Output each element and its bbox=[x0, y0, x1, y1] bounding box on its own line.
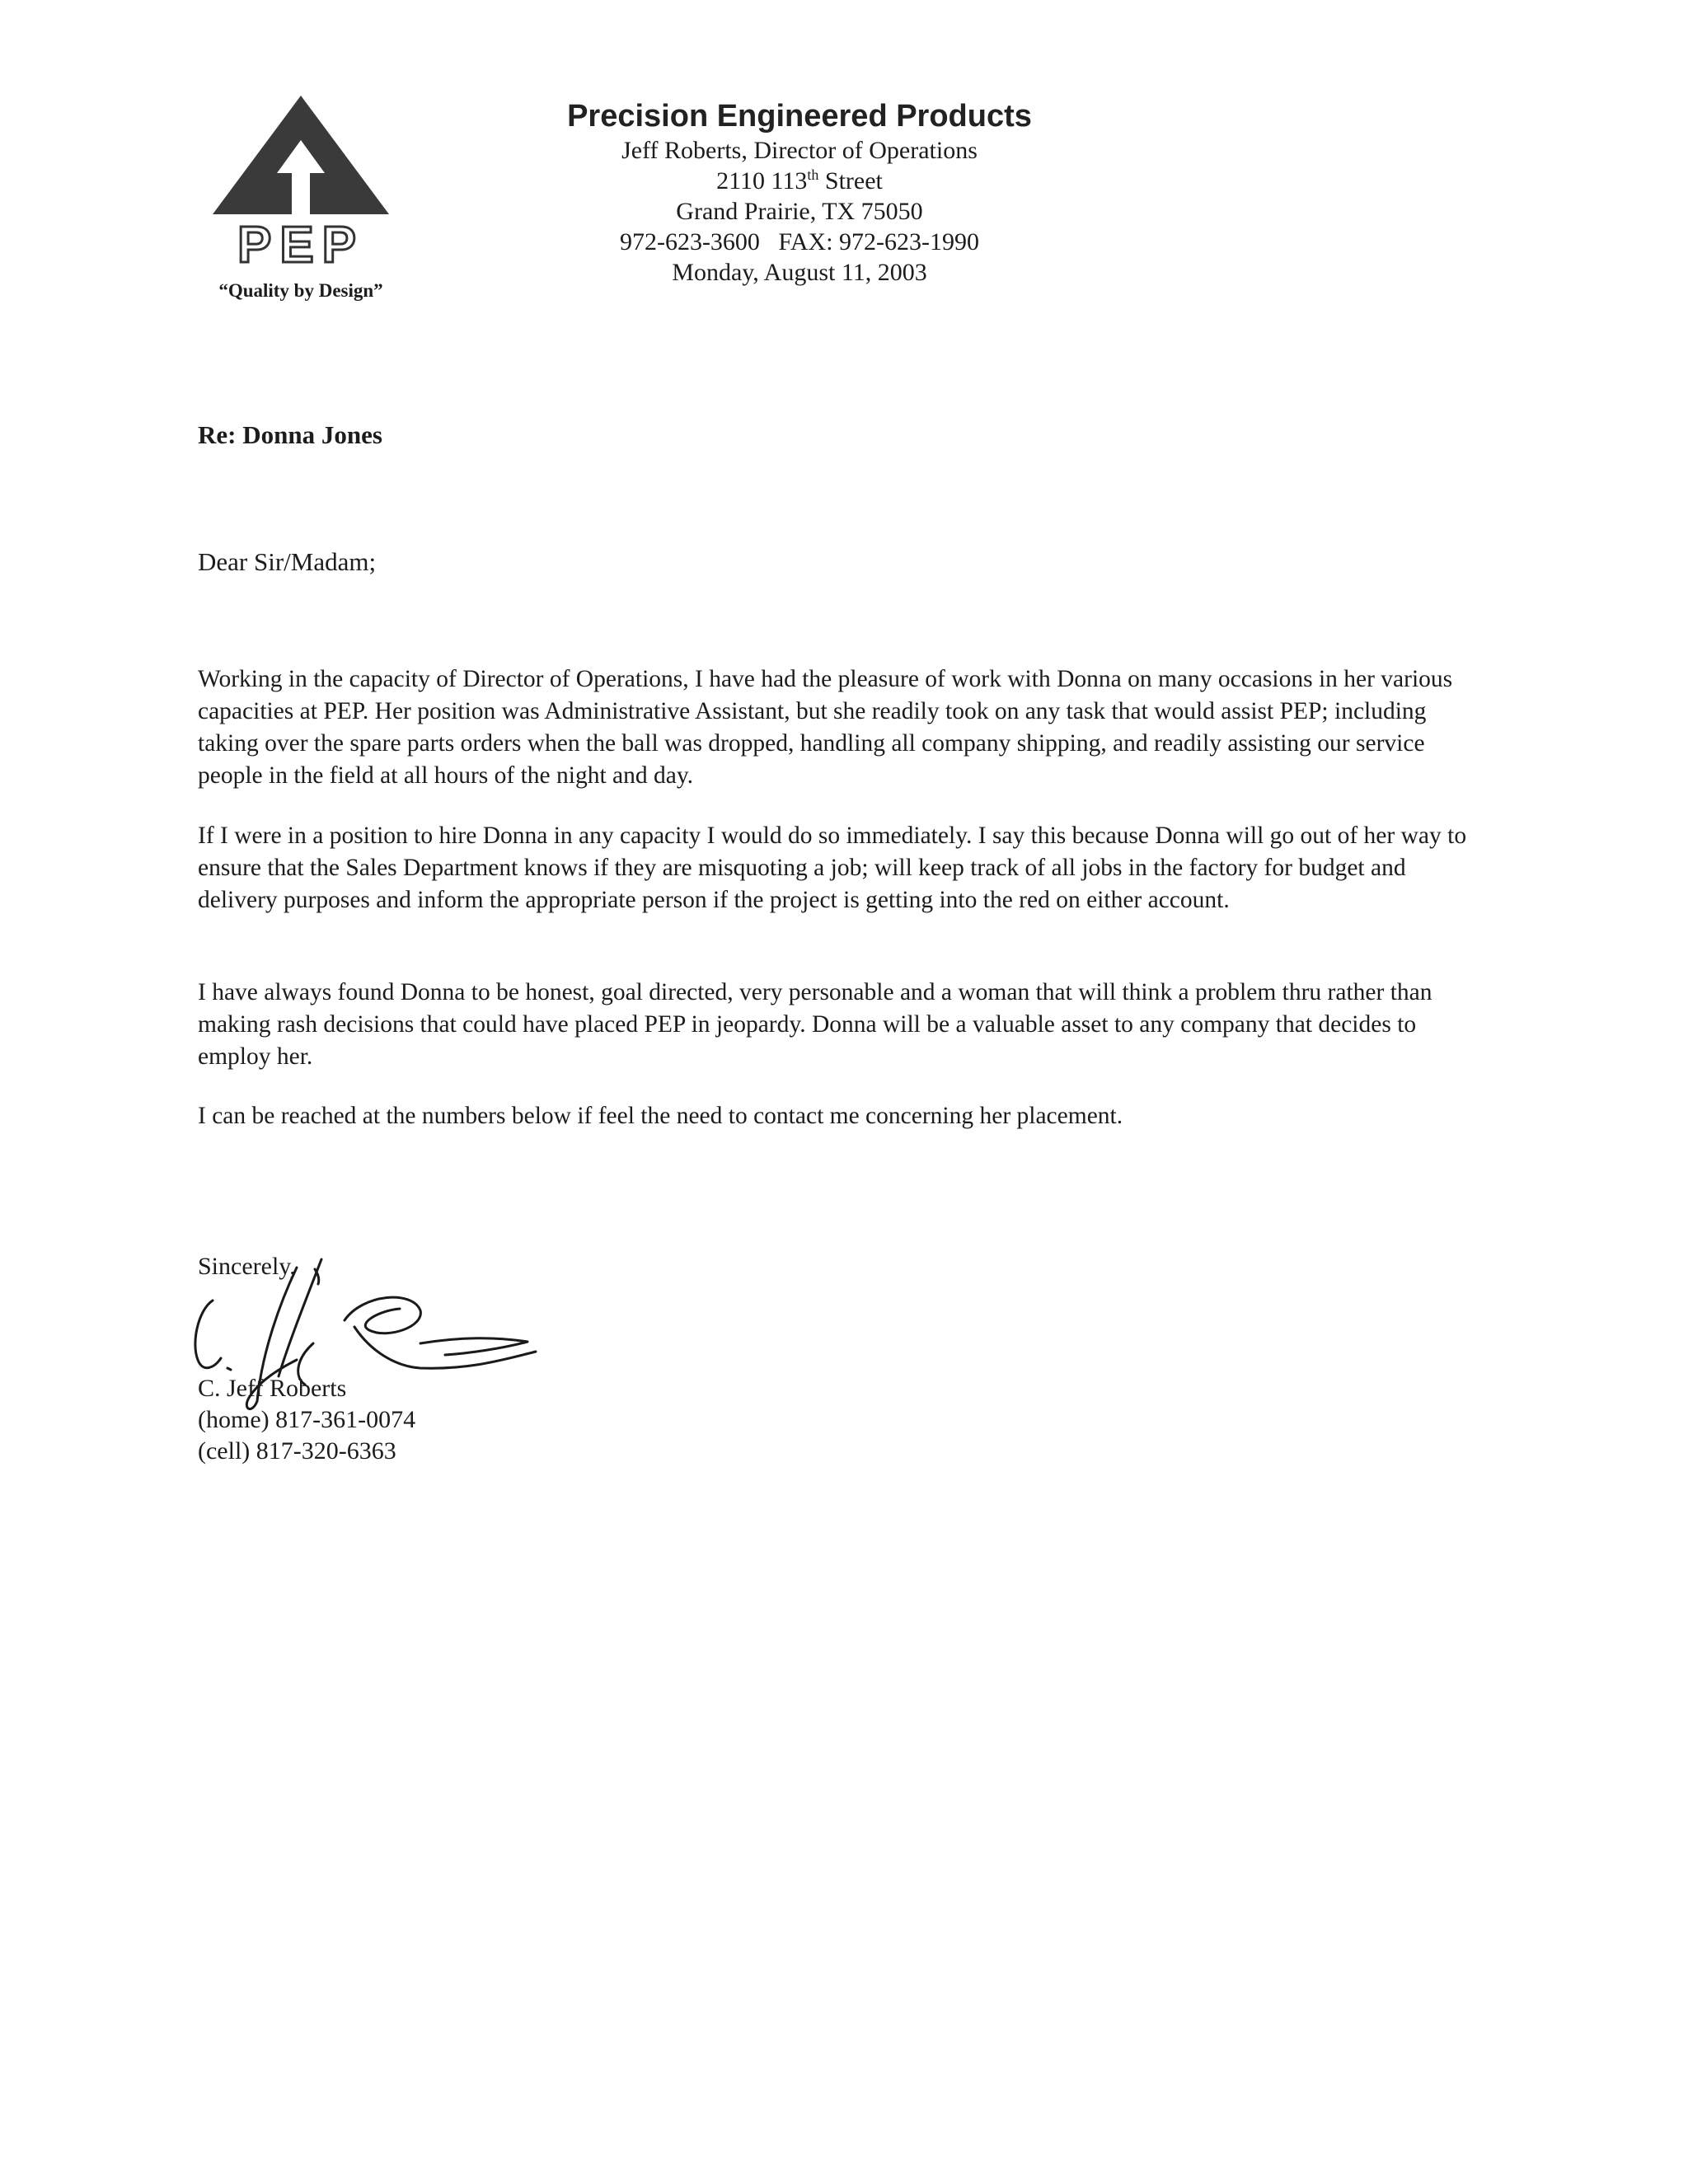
pep-logo bbox=[198, 89, 404, 312]
street-superscript: th bbox=[807, 166, 819, 183]
street-line bbox=[511, 166, 1088, 196]
street-number: 2110 113 bbox=[716, 167, 808, 194]
letter-date: Monday, August 11, 2003 bbox=[672, 259, 927, 286]
logo-tagline: “Quality by Design” bbox=[218, 280, 383, 301]
closing: Sincerely, bbox=[198, 1253, 296, 1280]
cell-phone: (cell) 817-320-6363 bbox=[198, 1437, 396, 1465]
body-paragraph-3: I have always found Donna to be honest, goal directed, very personable and a woman that will think a problem thru rather than making rash decisions that could have placed PEP in jeopardy. Donna will be a valuable asset to any company that decides to employ her. bbox=[198, 979, 1432, 1070]
home-phone: (home) 817-361-0074 bbox=[198, 1406, 416, 1433]
signature-block bbox=[198, 1373, 415, 1467]
company-name: Precision Engineered Products bbox=[567, 99, 1032, 134]
city-line: Grand Prairie, TX 75050 bbox=[676, 198, 923, 225]
body-paragraph-2: If I were in a position to hire Donna in any capacity I would do so immediately. I say this because Donna will go out of her way to ensure that the Sales Department knows if they are misquoting a job; will keep track of all jobs in the factory for budget and delivery purposes and inform the appropriate person if the project is getting into the red on either account. bbox=[198, 823, 1467, 913]
contact-line: Jeff Roberts, Director of Operations bbox=[621, 137, 978, 164]
street-suffix: Street bbox=[818, 167, 883, 194]
logo-mark-text: PEP bbox=[237, 217, 365, 274]
salutation: Dear Sir/Madam; bbox=[198, 547, 377, 576]
body-paragraph-4: I can be reached at the numbers below if feel the need to contact me concerning her placement. bbox=[198, 1103, 1123, 1129]
phone-line: 972-623-3600 FAX: 972-623-1990 bbox=[619, 228, 980, 255]
letterhead bbox=[511, 97, 1088, 288]
re-line: Re: Donna Jones bbox=[198, 420, 382, 449]
signer-name: C. Jeff Roberts bbox=[198, 1375, 347, 1402]
triangle-arrow-icon bbox=[198, 89, 404, 287]
body-paragraph-1: Working in the capacity of Director of Operations, I have had the pleasure of work with Donna on many occasions in her various capacities at PEP. Her position was Administrative Assistant, but she readily took on any task that would assist PEP; including taking over the spare parts orders when the ball was dropped, handling all company shipping, and readily assisting our service people in the field at all hours of the night and day. bbox=[198, 666, 1453, 789]
